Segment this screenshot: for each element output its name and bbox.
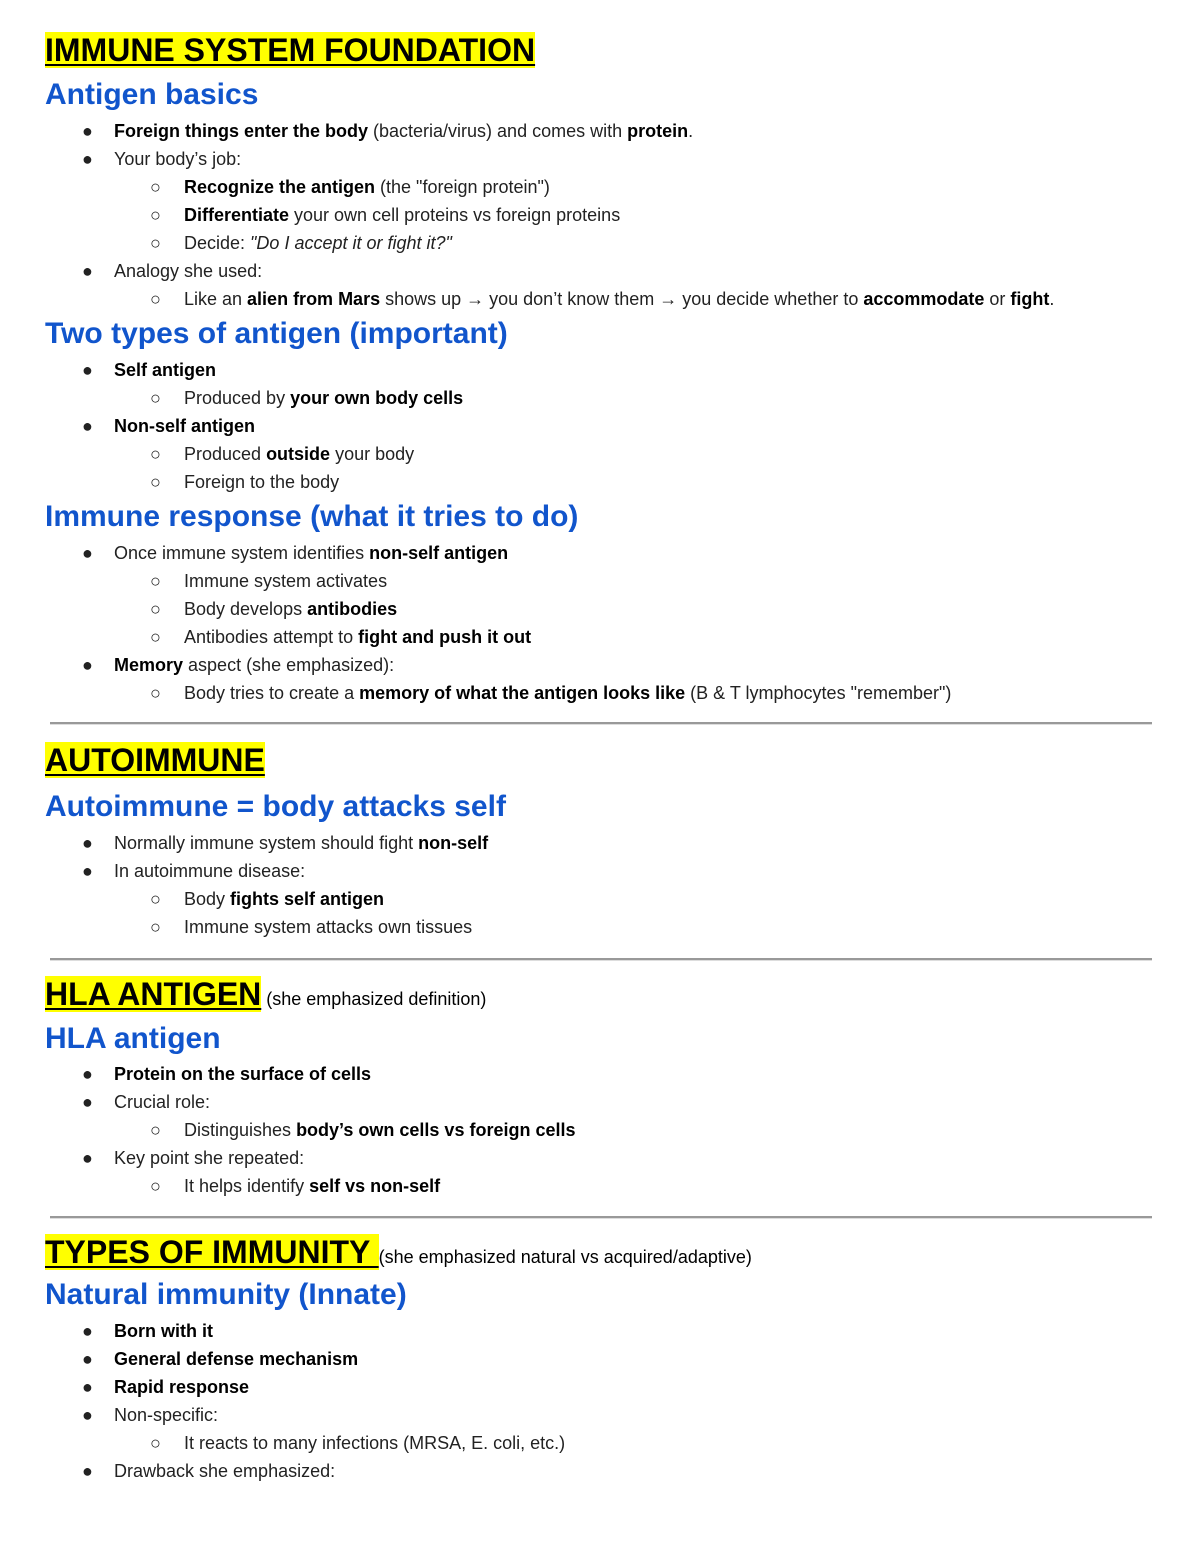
list-item: ● Your body’s job:	[82, 149, 242, 169]
list-item: ● Born with it	[82, 1321, 213, 1341]
bullet-icon: ●	[82, 1405, 93, 1425]
section-divider	[50, 722, 1152, 725]
bullet-icon: ●	[82, 416, 93, 436]
list-item: ○ Body fights self antigen	[150, 889, 385, 909]
list-item: ● General defense mechanism	[82, 1349, 359, 1369]
list-item: ○ Differentiate your own cell proteins vs foreign proteins	[150, 205, 621, 225]
heading-antigen-basics: Antigen basics	[45, 78, 259, 111]
bullet-icon: ●	[82, 1321, 93, 1341]
section-title-autoimmune: AUTOIMMUNE	[45, 742, 265, 778]
list-item: ○ It reacts to many infections (MRSA, E. coli, etc.)	[150, 1433, 566, 1453]
circle-bullet-icon: ○	[150, 177, 161, 197]
bullet-icon: ●	[82, 833, 93, 853]
circle-bullet-icon: ○	[150, 1176, 161, 1196]
list-item: ○ Immune system activates	[150, 571, 388, 591]
bullet-icon: ●	[82, 655, 93, 675]
list-item: ● Protein on the surface of cells	[82, 1064, 372, 1084]
list-item: ○ Body develops antibodies	[150, 599, 398, 619]
list-item: ○ Decide: "Do I accept it or fight it?"	[150, 233, 452, 253]
list-item: ● In autoimmune disease:	[82, 861, 306, 881]
circle-bullet-icon: ○	[150, 917, 161, 937]
heading-natural-immunity: Natural immunity (Innate)	[45, 1278, 407, 1311]
list-item: ○ Immune system attacks own tissues	[150, 917, 473, 937]
section-note: (she emphasized definition)	[261, 989, 487, 1009]
list-item: ● Foreign things enter the body (bacteria/virus) and comes with protein.	[82, 121, 694, 141]
circle-bullet-icon: ○	[150, 1433, 161, 1453]
list-item: ○ Distinguishes body’s own cells vs foreign cells	[150, 1120, 576, 1140]
list-item: ● Non-specific:	[82, 1405, 219, 1425]
circle-bullet-icon: ○	[150, 289, 161, 309]
circle-bullet-icon: ○	[150, 472, 161, 492]
section-title-types-of-immunity: TYPES OF IMMUNITY (she emphasized natural vs acquired/adaptive)	[45, 1234, 752, 1270]
bullet-icon: ●	[82, 261, 93, 281]
section-divider	[50, 1216, 1152, 1219]
bullet-icon: ●	[82, 861, 93, 881]
bullet-icon: ●	[82, 1349, 93, 1369]
heading-hla-antigen: HLA antigen	[45, 1022, 221, 1055]
list-item: ○ It helps identify self vs non-self	[150, 1176, 441, 1196]
circle-bullet-icon: ○	[150, 388, 161, 408]
list-item: ○ Produced outside your body	[150, 444, 415, 464]
circle-bullet-icon: ○	[150, 444, 161, 464]
bullet-icon: ●	[82, 1461, 93, 1481]
list-item: ● Analogy she used:	[82, 261, 263, 281]
list-item: ● Self antigen	[82, 360, 217, 380]
list-item: ● Normally immune system should fight non-self	[82, 833, 489, 853]
circle-bullet-icon: ○	[150, 233, 161, 253]
list-item: ● Crucial role:	[82, 1092, 211, 1112]
list-item: ○ Foreign to the body	[150, 472, 340, 492]
list-item: ● Memory aspect (she emphasized):	[82, 655, 395, 675]
list-item: ● Key point she repeated:	[82, 1148, 305, 1168]
bullet-icon: ●	[82, 1064, 93, 1084]
section-note: (she emphasized natural vs acquired/adaptive)	[378, 1247, 752, 1267]
circle-bullet-icon: ○	[150, 599, 161, 619]
bullet-icon: ●	[82, 121, 93, 141]
list-item: ○ Antibodies attempt to fight and push it out	[150, 627, 532, 647]
list-item: ● Non-self antigen	[82, 416, 256, 436]
bullet-icon: ●	[82, 1377, 93, 1397]
bullet-icon: ●	[82, 543, 93, 563]
section-divider	[50, 958, 1152, 961]
circle-bullet-icon: ○	[150, 1120, 161, 1140]
list-item: ○ Like an alien from Mars shows up → you don’t know them → you decide whether to accommodate or fight.	[150, 289, 1055, 309]
list-item: ● Rapid response	[82, 1377, 250, 1397]
bullet-icon: ●	[82, 149, 93, 169]
bullet-icon: ●	[82, 1092, 93, 1112]
list-item: ○ Body tries to create a memory of what the antigen looks like (B & T lymphocytes "remember")	[150, 683, 952, 703]
heading-autoimmune-body-attacks-self: Autoimmune = body attacks self	[45, 790, 506, 823]
list-item: ● Drawback she emphasized:	[82, 1461, 336, 1481]
circle-bullet-icon: ○	[150, 627, 161, 647]
circle-bullet-icon: ○	[150, 205, 161, 225]
heading-two-types-of-antigen: Two types of antigen (important)	[45, 317, 508, 350]
bullet-icon: ●	[82, 1148, 93, 1168]
heading-immune-response: Immune response (what it tries to do)	[45, 500, 579, 533]
list-item: ○ Recognize the antigen (the "foreign protein")	[150, 177, 550, 197]
list-item: ● Once immune system identifies non-self antigen	[82, 543, 509, 563]
circle-bullet-icon: ○	[150, 889, 161, 909]
circle-bullet-icon: ○	[150, 683, 161, 703]
circle-bullet-icon: ○	[150, 571, 161, 591]
section-title-hla-antigen: HLA ANTIGEN (she emphasized definition)	[45, 976, 487, 1012]
list-item: ○ Produced by your own body cells	[150, 388, 464, 408]
bullet-icon: ●	[82, 360, 93, 380]
section-title-immune-system-foundation: IMMUNE SYSTEM FOUNDATION	[45, 32, 536, 68]
